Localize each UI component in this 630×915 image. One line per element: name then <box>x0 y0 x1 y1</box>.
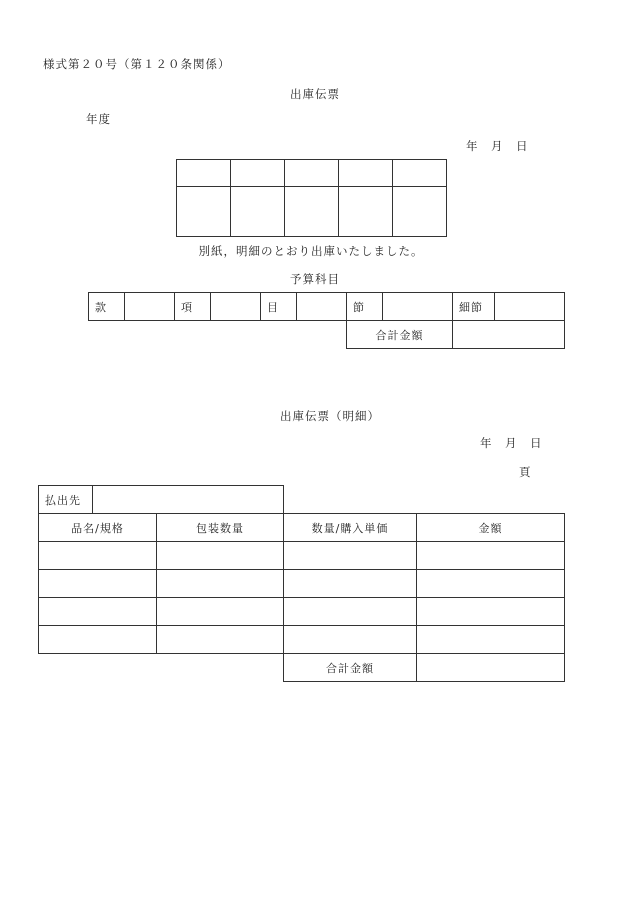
table-row <box>39 570 565 598</box>
package-qty-cell[interactable] <box>157 542 284 570</box>
item-cell[interactable] <box>39 626 157 654</box>
budget-value-cell[interactable] <box>125 293 175 321</box>
page-title: 出庫伝票 <box>290 87 340 101</box>
payee-input-cell[interactable] <box>93 486 284 514</box>
stamp-cell[interactable] <box>231 187 285 237</box>
approval-stamp-grid <box>176 159 447 237</box>
qty-price-cell[interactable] <box>284 570 417 598</box>
payee-label: 払出先 <box>39 486 93 514</box>
fiscal-year-label: 年度 <box>86 112 111 126</box>
qty-price-cell[interactable] <box>284 598 417 626</box>
stamp-header-cell <box>177 160 231 187</box>
budget-account-table <box>88 292 565 349</box>
detail-total-label: 合計金額 <box>284 654 417 682</box>
amount-cell[interactable] <box>417 542 565 570</box>
form-number: 様式第２０号（第１２０条関係） <box>43 57 231 71</box>
budget-value-cell[interactable] <box>211 293 261 321</box>
stamp-header-cell <box>231 160 285 187</box>
column-header-amount: 金額 <box>417 514 565 542</box>
budget-label-kan: 款 <box>89 293 125 321</box>
table-row <box>39 542 565 570</box>
budget-label-setsu: 節 <box>347 293 383 321</box>
stamp-header-cell <box>393 160 447 187</box>
package-qty-cell[interactable] <box>157 598 284 626</box>
item-cell[interactable] <box>39 598 157 626</box>
stamp-header-cell <box>285 160 339 187</box>
statement-text: 別紙，明細のとおり出庫いたしました。 <box>198 244 424 258</box>
package-qty-cell[interactable] <box>157 570 284 598</box>
detail-title: 出庫伝票（明細） <box>280 409 380 423</box>
amount-cell[interactable] <box>417 570 565 598</box>
stamp-cell[interactable] <box>339 187 393 237</box>
budget-value-cell[interactable] <box>297 293 347 321</box>
column-header-item: 品名/規格 <box>39 514 157 542</box>
page-number-label: 頁 <box>519 465 532 479</box>
stamp-header-cell <box>339 160 393 187</box>
detail-table <box>38 485 565 682</box>
item-cell[interactable] <box>39 542 157 570</box>
item-cell[interactable] <box>39 570 157 598</box>
table-row <box>39 626 565 654</box>
amount-cell[interactable] <box>417 626 565 654</box>
stamp-cell[interactable] <box>393 187 447 237</box>
table-row <box>39 598 565 626</box>
budget-label-moku: 目 <box>261 293 297 321</box>
budget-label-saisetsu: 細節 <box>453 293 495 321</box>
stamp-cell[interactable] <box>177 187 231 237</box>
stamp-cell[interactable] <box>285 187 339 237</box>
amount-cell[interactable] <box>417 598 565 626</box>
budget-value-cell[interactable] <box>495 293 565 321</box>
budget-title: 予算科目 <box>290 272 340 286</box>
package-qty-cell[interactable] <box>157 626 284 654</box>
budget-total-value[interactable] <box>453 321 565 349</box>
detail-total-value[interactable] <box>417 654 565 682</box>
budget-total-label: 合計金額 <box>347 321 453 349</box>
column-header-package-qty: 包装数量 <box>157 514 284 542</box>
column-header-qty-price: 数量/購入単価 <box>284 514 417 542</box>
qty-price-cell[interactable] <box>284 542 417 570</box>
budget-label-kou: 項 <box>175 293 211 321</box>
date-label: 年 月 日 <box>466 139 529 153</box>
qty-price-cell[interactable] <box>284 626 417 654</box>
detail-date-label: 年 月 日 <box>480 436 543 450</box>
budget-value-cell[interactable] <box>383 293 453 321</box>
